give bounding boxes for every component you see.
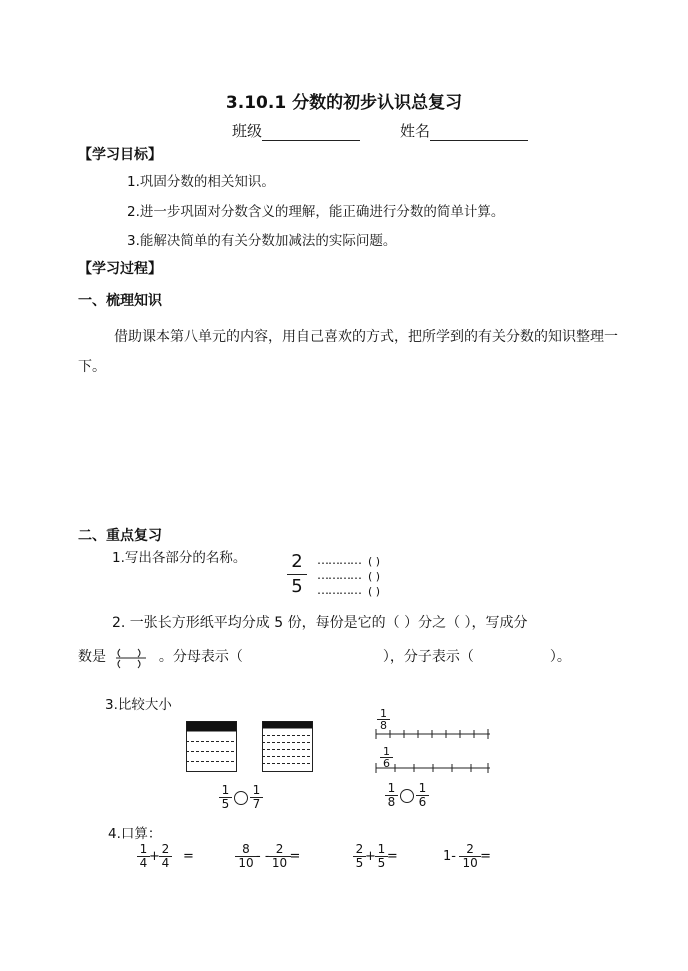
- mental-math-4: 1- $\frac{2}{10}$ =: [443, 842, 492, 870]
- rect-fifths-diagram: [186, 721, 238, 773]
- q1-blank-bar[interactable]: ( ): [368, 570, 381, 583]
- class-field[interactable]: [232, 120, 360, 141]
- mental-math-2: $\frac{8}{10}$ - - $\frac{2}{10}$ =: [236, 843, 300, 870]
- fraction: $\frac{1}{6}$: [417, 782, 428, 809]
- goal-item: 2.进一步巩固对分数含义的理解，能正确进行分数的简单计算。: [127, 204, 505, 220]
- name-blank[interactable]: [430, 125, 528, 141]
- q2-line2-c: ），分子表示（: [382, 649, 474, 665]
- fraction-bar: [287, 574, 307, 575]
- rect-sevenths-diagram: [262, 721, 314, 773]
- q4-label: 4.口算：: [108, 826, 162, 842]
- section2-heading: 二、重点复习: [78, 528, 162, 544]
- q1-dots-bar: …………: [317, 568, 361, 582]
- q1-blank-denominator[interactable]: ( ): [368, 585, 381, 598]
- class-blank[interactable]: [262, 125, 360, 141]
- fraction-blank-icon[interactable]: [110, 640, 154, 674]
- fraction: $\frac{1}{7}$: [251, 784, 262, 811]
- name-label: 姓名: [400, 122, 431, 140]
- ruler-label-top: $\frac{1}{8}$: [378, 708, 389, 731]
- ruler-label-bottom: $\frac{1}{6}$: [381, 746, 392, 769]
- compare-right: [386, 782, 428, 809]
- q2-line2: [78, 640, 571, 674]
- process-header: 【学习过程】: [78, 261, 162, 277]
- q2-line1: 2. 一张长方形纸平均分成 5 份，每份是它的（ ）分之（ ），写成分: [112, 615, 528, 631]
- q2-line2-a: 数是: [78, 649, 106, 665]
- compare-circle[interactable]: [400, 789, 414, 803]
- section1-text: 借助课本第八单元的内容，用自己喜欢的方式，把所学到的有关分数的知识整理一下。: [78, 329, 618, 375]
- compare-circle[interactable]: [234, 791, 248, 805]
- compare-left: [220, 784, 262, 811]
- q1-blank-numerator[interactable]: ( ): [368, 555, 381, 568]
- goals-header: 【学习目标】: [78, 147, 162, 163]
- page-title: 3.10.1 分数的初步认识总复习: [225, 93, 463, 113]
- q1-dots-numerator: …………: [317, 553, 361, 567]
- q1-fraction: [287, 552, 307, 597]
- q2-line2-b: 。分母表示（: [158, 649, 243, 665]
- q3-label: 3.比较大小: [105, 697, 172, 713]
- q1-dots-denominator: …………: [317, 583, 361, 597]
- ruler-eighths: [374, 728, 492, 740]
- q2-line2-d: ）。: [549, 649, 571, 665]
- section1-heading: 一、梳理知识: [78, 293, 162, 309]
- q1-label: 1.写出各部分的名称。: [112, 550, 247, 566]
- class-label: 班级: [232, 122, 263, 140]
- fraction: $\frac{1}{5}$: [220, 784, 231, 811]
- fraction: $\frac{1}{8}$: [386, 782, 397, 809]
- goal-item: 3.能解决简单的有关分数加减法的实际问题。: [127, 233, 397, 249]
- name-field[interactable]: [400, 120, 528, 141]
- q1-denominator: 5: [291, 576, 303, 597]
- mental-math-3: $\frac{2}{5}$ + $\frac{1}{5}$ =: [354, 843, 398, 870]
- goal-item: 1.巩固分数的相关知识。: [127, 174, 275, 190]
- q1-numerator: 2: [291, 551, 303, 572]
- mental-math-1: $\frac{1}{4}$ + $\frac{2}{4}$ =: [138, 843, 194, 870]
- ruler-sixths: [374, 762, 492, 774]
